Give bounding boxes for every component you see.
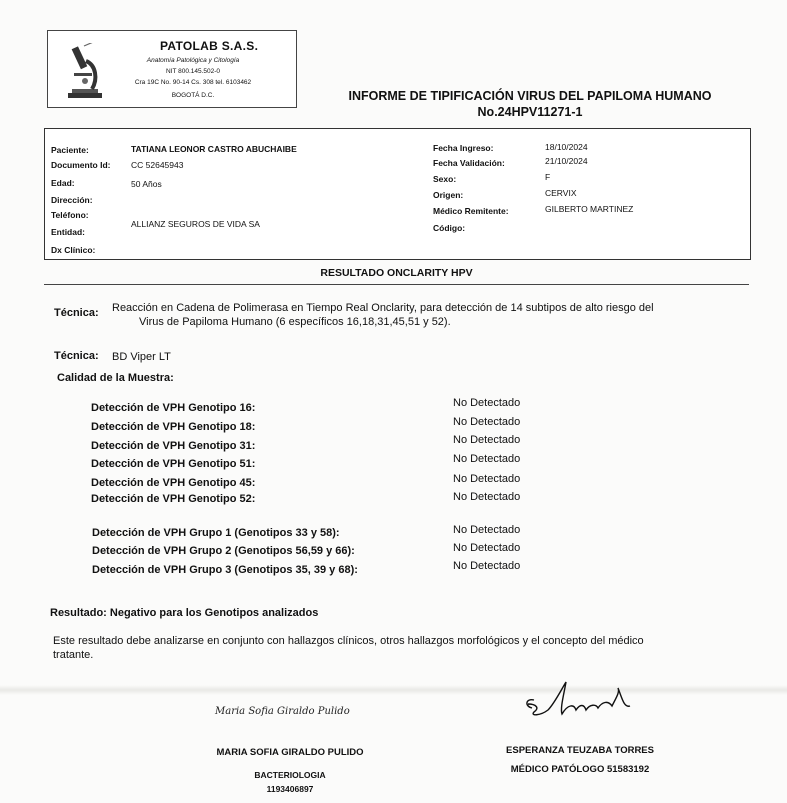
fecha-validacion-label: Fecha Validación:	[433, 158, 505, 168]
direccion-label: Dirección:	[51, 195, 93, 205]
origen-label: Origen:	[433, 190, 464, 200]
paciente-value: TATIANA LEONOR CASTRO ABUCHAIBE	[131, 144, 297, 154]
nota-line-2: tratante.	[53, 649, 94, 661]
left-signature: Maria Sofia Giraldo Pulido	[215, 706, 350, 717]
genotipo-label: Detección de VPH Genotipo 52:	[91, 493, 256, 505]
left-signer-role: BACTERIOLOGIA	[254, 770, 326, 780]
report-title-text: INFORME DE TIPIFICACIÓN VIRUS DEL PAPILOMA HUMANO	[348, 89, 712, 103]
scan-streak	[0, 685, 787, 695]
grupo-value: No Detectado	[453, 542, 521, 554]
grupo-label: Detección de VPH Grupo 3 (Genotipos 35, 39 y 68):	[92, 564, 358, 576]
tecnica-line-2: Virus de Papiloma Humano (6 específicos 16,18,31,45,51 y 52).	[139, 316, 451, 328]
lab-header-box	[47, 30, 297, 108]
entidad-value: ALLIANZ SEGUROS DE VIDA SA	[131, 219, 260, 229]
lab-address: Cra 19C No. 90-14 Cs. 308 tel. 6103462	[134, 79, 252, 86]
tecnica-label: Técnica:	[54, 307, 99, 319]
left-signer-name: MARIA SOFIA GIRALDO PULIDO	[216, 747, 364, 758]
genotipo-label: Detección de VPH Genotipo 45:	[91, 477, 256, 489]
genotipo-value: No Detectado	[453, 453, 521, 465]
fecha-ingreso-label: Fecha Ingreso:	[433, 143, 494, 153]
sexo-value: F	[545, 172, 551, 182]
medico-label: Médico Remitente:	[433, 206, 509, 216]
grupo-label: Detección de VPH Grupo 1 (Genotipos 33 y 58):	[92, 527, 340, 539]
report-number: No.24HPV11271-1	[477, 105, 583, 119]
entidad-label: Entidad:	[51, 227, 85, 237]
section-divider	[44, 284, 749, 285]
genotipo-label: Detección de VPH Genotipo 16:	[91, 402, 256, 414]
fecha-ingreso-value: 18/10/2024	[545, 142, 588, 152]
right-signer-role: MÉDICO PATÓLOGO 51583192	[510, 764, 650, 775]
lab-subtitle: Anatomía Patológica y Citología	[146, 57, 240, 64]
edad-value: 50 Años	[131, 179, 162, 189]
lab-nit: NIT 800.145.502-0	[165, 68, 221, 75]
genotipo-label: Detección de VPH Genotipo 18:	[91, 421, 256, 433]
tecnica-text	[112, 301, 752, 329]
tecnica2-label: Técnica:	[54, 350, 99, 362]
fecha-validacion-value: 21/10/2024	[545, 156, 588, 166]
sexo-label: Sexo:	[433, 174, 457, 184]
genotipo-value: No Detectado	[453, 491, 521, 503]
calidad-label: Calidad de la Muestra:	[57, 372, 174, 384]
grupo-label: Detección de VPH Grupo 2 (Genotipos 56,59 y 66):	[92, 545, 355, 557]
grupo-value: No Detectado	[453, 560, 521, 572]
nota-text	[53, 634, 753, 662]
section-title: RESULTADO ONCLARITY HPV	[320, 267, 473, 279]
nota-line-1: Este resultado debe analizarse en conjunto con hallazgos clínicos, otros hallazgos morfológicos y el concepto del médico	[53, 635, 644, 647]
patient-info-box	[44, 128, 751, 260]
genotipo-value: No Detectado	[453, 473, 521, 485]
right-signer-name: ESPERANZA TEUZABA TORRES	[506, 745, 654, 756]
edad-label: Edad:	[51, 178, 75, 188]
grupo-value: No Detectado	[453, 524, 521, 536]
paciente-label: Paciente:	[51, 145, 89, 155]
dx-label: Dx Clínico:	[51, 245, 96, 255]
origen-value: CERVIX	[545, 188, 577, 198]
telefono-label: Teléfono:	[51, 210, 89, 220]
genotipo-value: No Detectado	[453, 397, 521, 409]
medico-value: GILBERTO MARTINEZ	[545, 204, 634, 214]
documento-value: CC 52645943	[131, 160, 184, 170]
documento-label: Documento Id:	[51, 160, 111, 170]
left-signer-id: 1193406897	[266, 784, 314, 794]
tecnica-line-1: Reacción en Cadena de Polimerasa en Tiempo Real Onclarity, para detección de 14 subtipos de alto riesgo del	[112, 302, 654, 314]
resultado-text: Resultado: Negativo para los Genotipos analizados	[50, 607, 319, 619]
codigo-label: Código:	[433, 223, 466, 233]
genotipo-value: No Detectado	[453, 434, 521, 446]
report-title	[300, 88, 760, 120]
tecnica2-value: BD Viper LT	[112, 351, 171, 363]
genotipo-label: Detección de VPH Genotipo 51:	[91, 458, 256, 470]
lab-name: PATOLAB S.A.S.	[160, 39, 259, 53]
genotipo-value: No Detectado	[453, 416, 521, 428]
lab-city: BOGOTÁ D.C.	[171, 92, 215, 99]
genotipo-label: Detección de VPH Genotipo 31:	[91, 440, 256, 452]
right-signature-icon	[520, 678, 640, 728]
